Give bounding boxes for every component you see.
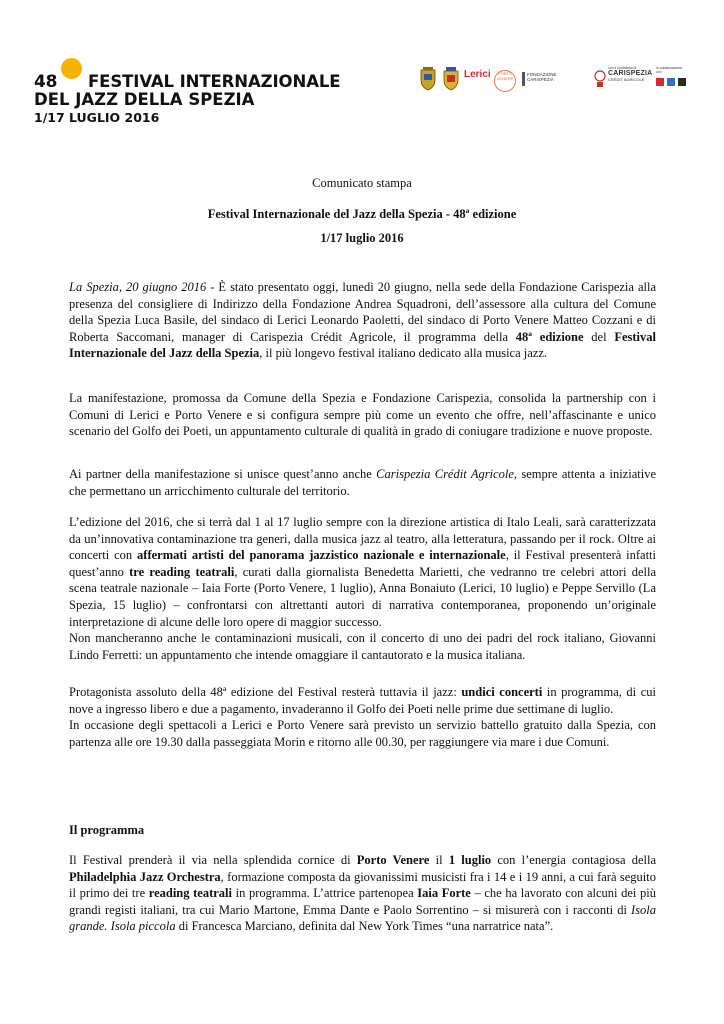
partner-logo-dark-icon (678, 78, 686, 86)
partner-logo-red-icon (656, 78, 664, 86)
program-text-f: – che ha lavorato con alcuni dei più grandi registi italiani, tra cui Mario Martone, Emma Dante e Paolo Sorrentino – si misurerà con i racconti di (69, 886, 656, 917)
edition-text-a: L’edizione del 2016, che si terrà dal 1 al 17 luglio sempre con la direzione artistica di Italo Leali, sarà caratterizzata da un’innovativa contaminazione tra generi, dalla musica jazz al teatro, alla letteratura, passando per il rock. Oltre ai concerti con (69, 515, 656, 563)
porto-venere-logo (494, 70, 516, 92)
intro-text-b: del (583, 329, 615, 344)
comune-lerici-crest-icon (442, 66, 460, 92)
paragraph-partnership (69, 390, 656, 440)
paragraph-concerts (69, 684, 656, 750)
carispezia-logo-text: CARISPEZIA (608, 70, 653, 77)
intro-festival-name: Festival Internazionale del Jazz della Spezia (69, 329, 656, 361)
partners-text-b: , sempre attenta a iniziative che permettano un arricchimento culturale del territorio. (69, 467, 656, 498)
program-date: 1 luglio (448, 853, 492, 867)
program-text-a: Il Festival prenderà il via nella splendida cornice di (69, 853, 357, 867)
program-reading: reading teatrali (148, 886, 232, 901)
program-venue: Porto Venere (356, 853, 430, 867)
logo-edition-number: 48 (34, 72, 58, 92)
comune-spezia-crest-icon (418, 66, 438, 92)
contamination-text: Non mancheranno anche le contaminazioni musicali, con il concerto di uno dei padri del rock italiano, Giovanni Lindo Ferretti: un appuntamento che intende omaggiare il cantautorato e la musica italiana. (69, 631, 656, 662)
logo-dates: 1/17 LUGLIO 2016 (34, 110, 160, 125)
edition-artists: affermati artisti del panorama jazzistico nazionale e internazionale (137, 548, 506, 563)
paragraph-intro (69, 279, 656, 362)
press-dates: 1/17 luglio 2016 (320, 231, 404, 245)
lerici-logo: Lerici (464, 69, 491, 80)
partnership-text: La manifestazione, promossa da Comune della Spezia e Fondazione Carispezia, consolida la partnership con i Comuni di Lerici e Porto Venere e si configura sempre più come un evento che offre, nell’affascinante e unico scenario del Golfo dei Poeti, un appuntamento culturale di qualità in grado di coniugare tradizione e nuove proposte. (69, 391, 656, 439)
paragraph-edition (69, 514, 656, 663)
intro-text-a: - È stato presentato oggi, lunedì 20 giugno, nella sede della Fondazione Carispezia alla presenza del consigliere di Indirizzo della Fondazione Andrea Squadroni, dell’assessore alla cultura del Comune della Spezia Luca Basile, del sindaco di Lerici Leonardo Paoletti, del sindaco di Porto Venere Matteo Cozzani e di Roberta Saccomani, manager di Carispezia Crédit Agricole, il programma della (69, 280, 657, 344)
edition-text-c: , curati dalla giornalista Benedetta Marietti, che vedranno tre celebri attori della scena teatrale nazionale – Iaia Forte (Porto Venere, 1 luglio), Anna Bonaiuto (Lerici, 10 luglio) e Peppe Servillo (La Spezia, 15 luglio) – confrontarsi con altrettanti autori di narrativa contemporanea, proponendo un’originale interpretazione di alcune delle loro opere di maggior successo. (69, 564, 656, 629)
intro-edition: 48ª edizione (515, 329, 584, 344)
edition-reading: tre reading teatrali (129, 564, 235, 579)
press-label: Comunicato stampa (312, 176, 412, 190)
program-text-c: con l’energia contagiosa della (491, 853, 657, 867)
carispezia-logo (608, 66, 660, 82)
program-actress: Iaia Forte (417, 886, 471, 901)
paragraph-partners (69, 466, 656, 499)
edition-text-b: , il Festival presenterà infatti quest’anno (69, 548, 656, 579)
collaborazione-label: in collaborazione con (656, 66, 683, 74)
partners-name: Carispezia Crédit Agricole (376, 467, 514, 481)
program-book-title: Isola grande. Isola piccola (69, 902, 656, 934)
section-heading-programma: Il programma (69, 823, 145, 837)
program-orchestra: Philadelphia Jazz Orchestra (69, 869, 221, 884)
logo-sun-dot (61, 58, 82, 79)
porto-venere-logo-text: PORTO VENERE (496, 71, 514, 81)
fondazione-logo-text: FONDAZIONE CARISPEZIA (527, 72, 557, 82)
program-text-e: in programma. L’attrice partenopea (231, 886, 418, 901)
partner-logo-blue-icon (667, 78, 675, 86)
concerts-count: undici concerti (461, 685, 543, 699)
ferry-text: In occasione degli spettacoli a Lerici e Porto Venere sarà previsto un servizio battello gratuito dalla Spezia, con partenza alle ore 19.30 dalla passeggiata Morin e ritorno alle 00.30, per raggiungere via mare i due Comuni. (69, 718, 656, 749)
paragraph-program (69, 852, 656, 935)
place-date: La Spezia, 20 giugno 2016 (69, 280, 207, 294)
program-text-g: di Francesca Marciano, definita dal New York Times “una narratrice nata”. (175, 919, 554, 934)
concerts-text-a: Protagonista assoluto della 48ª edizione del Festival resterà tuttavia il jazz: (69, 685, 462, 699)
press-title: Festival Internazionale del Jazz della Spezia - 48ª edizione (207, 207, 517, 221)
contributo-label: con il contributo di (608, 66, 637, 70)
carispezia-emblem-icon (594, 69, 606, 89)
logo-title-line1: FESTIVAL INTERNAZIONALE (88, 72, 341, 91)
intro-text-c: , il più longevo festival italiano dedicato alla musica jazz. (259, 346, 548, 361)
fondazione-carispezia-logo (522, 72, 575, 86)
program-text-d: , formazione composta da giovanissimi musicisti fra i 14 e i 19 anni, a cui farà seguito il primo dei tre (69, 869, 656, 901)
program-text-b: il (429, 853, 449, 867)
concerts-text-b: in programma, di cui nove a ingresso libero e due a pagamento, invaderanno il Golfo dei Poeti nelle prime due settimane di luglio. (69, 685, 656, 716)
collaborazione-logos (656, 66, 688, 86)
credit-agricole-logo-text: CRÉDIT AGRICOLE (608, 77, 645, 82)
logo-title-line2: DEL JAZZ DELLA SPEZIA (34, 90, 255, 109)
partners-text-a: Ai partner della manifestazione si unisce quest’anno anche (69, 467, 377, 481)
